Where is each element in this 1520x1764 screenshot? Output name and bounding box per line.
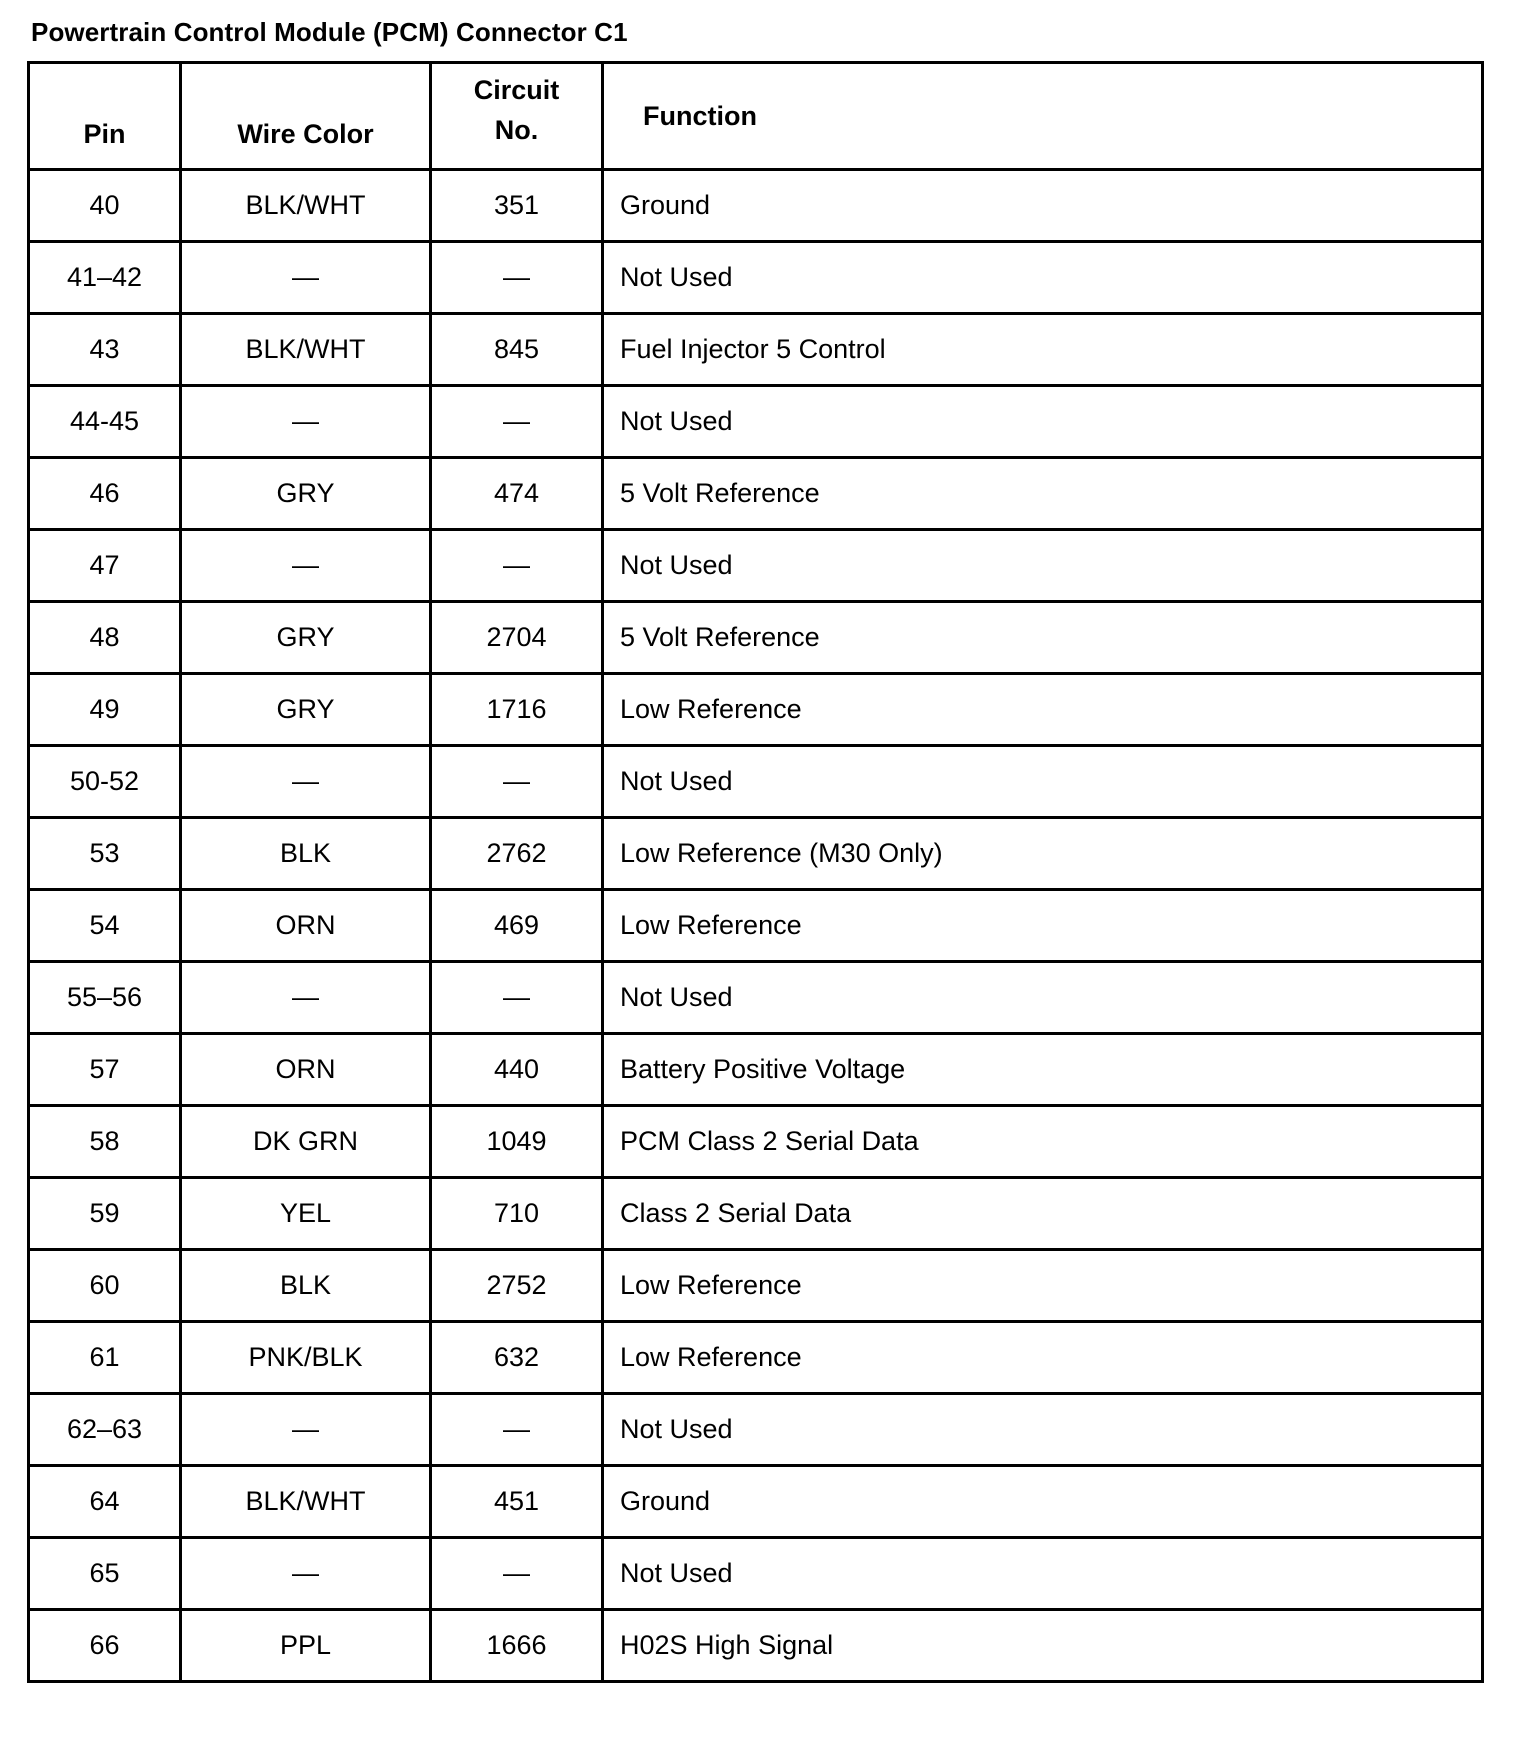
wire-color-cell: — xyxy=(181,386,431,458)
table-row xyxy=(29,1394,1483,1466)
header-circuit-line2: No. xyxy=(494,115,539,145)
pin-cell: 60 xyxy=(29,1250,181,1322)
table-body xyxy=(29,170,1483,1682)
pin-cell: 40 xyxy=(29,170,181,242)
circuit-no-cell: 440 xyxy=(431,1034,603,1106)
function-cell: Battery Positive Voltage xyxy=(603,1034,1483,1106)
table-row xyxy=(29,1034,1483,1106)
function-cell: Not Used xyxy=(603,962,1483,1034)
pin-cell: 46 xyxy=(29,458,181,530)
pin-cell: 44-45 xyxy=(29,386,181,458)
pin-cell: 66 xyxy=(29,1610,181,1682)
wire-color-cell: BLK xyxy=(181,818,431,890)
wire-color-cell: BLK xyxy=(181,1250,431,1322)
pin-cell: 55–56 xyxy=(29,962,181,1034)
wire-color-cell: BLK/WHT xyxy=(181,314,431,386)
function-cell: Not Used xyxy=(603,746,1483,818)
function-cell: Low Reference xyxy=(603,1322,1483,1394)
wire-color-cell: ORN xyxy=(181,1034,431,1106)
table-row xyxy=(29,1106,1483,1178)
pin-cell: 41–42 xyxy=(29,242,181,314)
table-row xyxy=(29,386,1483,458)
circuit-no-cell: — xyxy=(431,386,603,458)
wire-color-cell: GRY xyxy=(181,602,431,674)
circuit-no-cell: 2704 xyxy=(431,602,603,674)
pin-cell: 54 xyxy=(29,890,181,962)
function-cell: Not Used xyxy=(603,530,1483,602)
table-header-row xyxy=(29,63,1483,170)
pin-cell: 48 xyxy=(29,602,181,674)
wire-color-cell: ORN xyxy=(181,890,431,962)
circuit-no-cell: — xyxy=(431,1538,603,1610)
table-row xyxy=(29,170,1483,242)
pin-cell: 58 xyxy=(29,1106,181,1178)
table-row xyxy=(29,1610,1483,1682)
circuit-no-cell: 351 xyxy=(431,170,603,242)
function-cell: 5 Volt Reference xyxy=(603,602,1483,674)
pin-cell: 65 xyxy=(29,1538,181,1610)
table-row xyxy=(29,602,1483,674)
table-row xyxy=(29,1466,1483,1538)
function-cell: Not Used xyxy=(603,242,1483,314)
circuit-no-cell: 1666 xyxy=(431,1610,603,1682)
function-cell: Low Reference xyxy=(603,890,1483,962)
wire-color-cell: PPL xyxy=(181,1610,431,1682)
table-row xyxy=(29,1538,1483,1610)
wire-color-cell: BLK/WHT xyxy=(181,1466,431,1538)
function-cell: Low Reference xyxy=(603,674,1483,746)
header-circuit-line1: Circuit xyxy=(473,75,560,105)
header-wire-color: Wire Color xyxy=(181,63,431,170)
table-row xyxy=(29,314,1483,386)
function-cell: 5 Volt Reference xyxy=(603,458,1483,530)
circuit-no-cell: 451 xyxy=(431,1466,603,1538)
function-cell: Fuel Injector 5 Control xyxy=(603,314,1483,386)
circuit-no-cell: — xyxy=(431,530,603,602)
wire-color-cell: PNK/BLK xyxy=(181,1322,431,1394)
circuit-no-cell: 469 xyxy=(431,890,603,962)
wire-color-cell: DK GRN xyxy=(181,1106,431,1178)
table-row xyxy=(29,674,1483,746)
pin-cell: 43 xyxy=(29,314,181,386)
circuit-no-cell: 710 xyxy=(431,1178,603,1250)
pin-cell: 53 xyxy=(29,818,181,890)
circuit-no-cell: — xyxy=(431,962,603,1034)
circuit-no-cell: 2752 xyxy=(431,1250,603,1322)
function-cell: Not Used xyxy=(603,1394,1483,1466)
circuit-no-cell: 1049 xyxy=(431,1106,603,1178)
wire-color-cell: — xyxy=(181,242,431,314)
function-cell: Ground xyxy=(603,170,1483,242)
wire-color-cell: GRY xyxy=(181,674,431,746)
table-row xyxy=(29,818,1483,890)
wire-color-cell: — xyxy=(181,530,431,602)
function-cell: Low Reference (M30 Only) xyxy=(603,818,1483,890)
circuit-no-cell: 845 xyxy=(431,314,603,386)
function-cell: Not Used xyxy=(603,1538,1483,1610)
header-function: Function xyxy=(603,63,1483,170)
pin-cell: 61 xyxy=(29,1322,181,1394)
wire-color-cell: GRY xyxy=(181,458,431,530)
table-row xyxy=(29,1250,1483,1322)
connector-pinout-table xyxy=(27,61,1484,1683)
pin-cell: 50-52 xyxy=(29,746,181,818)
pin-cell: 47 xyxy=(29,530,181,602)
wire-color-cell: — xyxy=(181,746,431,818)
pin-cell: 49 xyxy=(29,674,181,746)
header-pin: Pin xyxy=(29,63,181,170)
table-row xyxy=(29,1322,1483,1394)
circuit-no-cell: — xyxy=(431,242,603,314)
circuit-no-cell: — xyxy=(431,746,603,818)
pin-cell: 64 xyxy=(29,1466,181,1538)
circuit-no-cell: — xyxy=(431,1394,603,1466)
wire-color-cell: — xyxy=(181,1394,431,1466)
wire-color-cell: — xyxy=(181,962,431,1034)
document-title: Powertrain Control Module (PCM) Connector C1 xyxy=(31,17,628,47)
circuit-no-cell: 2762 xyxy=(431,818,603,890)
table-row xyxy=(29,962,1483,1034)
table-row xyxy=(29,242,1483,314)
circuit-no-cell: 474 xyxy=(431,458,603,530)
circuit-no-cell: 632 xyxy=(431,1322,603,1394)
table-row xyxy=(29,890,1483,962)
function-cell: Low Reference xyxy=(603,1250,1483,1322)
table-row xyxy=(29,458,1483,530)
wire-color-cell: — xyxy=(181,1538,431,1610)
circuit-no-cell: 1716 xyxy=(431,674,603,746)
header-circuit-no xyxy=(431,63,603,170)
function-cell: H02S High Signal xyxy=(603,1610,1483,1682)
wire-color-cell: YEL xyxy=(181,1178,431,1250)
table-row xyxy=(29,1178,1483,1250)
pin-cell: 59 xyxy=(29,1178,181,1250)
pin-cell: 57 xyxy=(29,1034,181,1106)
table-row xyxy=(29,746,1483,818)
function-cell: Class 2 Serial Data xyxy=(603,1178,1483,1250)
function-cell: PCM Class 2 Serial Data xyxy=(603,1106,1483,1178)
pin-cell: 62–63 xyxy=(29,1394,181,1466)
table-row xyxy=(29,530,1483,602)
function-cell: Not Used xyxy=(603,386,1483,458)
wire-color-cell: BLK/WHT xyxy=(181,170,431,242)
function-cell: Ground xyxy=(603,1466,1483,1538)
